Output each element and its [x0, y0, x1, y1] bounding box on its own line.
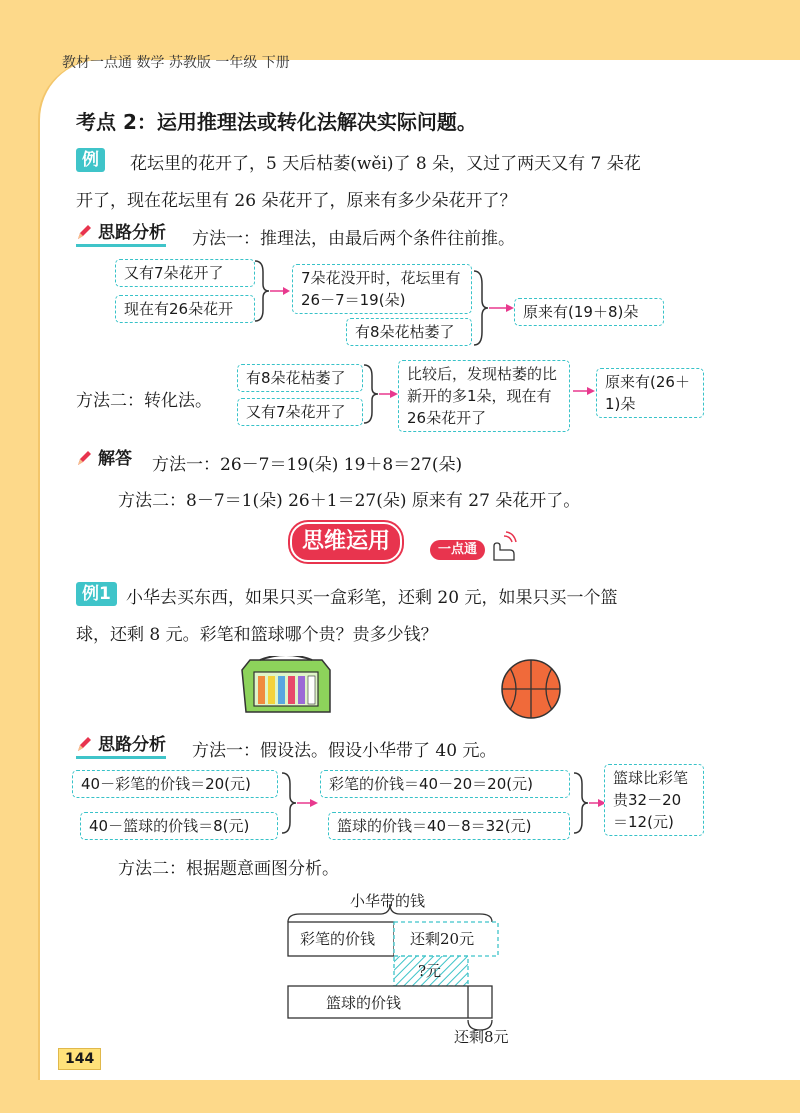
diagram-ball-label: 篮球的价钱: [326, 994, 402, 1012]
m1-box-e: 原来有(19＋8)朵: [514, 298, 664, 326]
hand-icon: [488, 530, 518, 564]
analysis2-heading: [76, 734, 166, 759]
m2-box-b: 又有7朵花开了: [237, 398, 363, 426]
example2-line1: 小华去买东西，如果只买一盒彩笔，还剩 20 元，如果只买一个篮: [126, 588, 618, 608]
banner: [290, 522, 520, 566]
diagram-total-label: 小华带的钱: [350, 892, 426, 910]
m2-box-c: 比较后，发现枯萎的比新开的多1朵，现在有26朵花开了: [398, 360, 570, 432]
diagram-diff-label: ?元: [418, 962, 442, 980]
section-title: 考点 2：运用推理法或转化法解决实际问题。: [76, 110, 477, 134]
brace-icon: [362, 362, 402, 426]
m1-box-a: 又有7朵花开了: [115, 259, 255, 287]
a2-box-a: 40－彩笔的价钱＝20(元): [72, 770, 278, 798]
method1-text: 方法一：推理法，由最后两个条件往前推。: [192, 229, 515, 249]
a2-box-e: 篮球比彩笔贵32－20＝12(元): [604, 764, 704, 836]
analysis2-method1: 方法一：假设法。假设小华带了 40 元。: [192, 741, 497, 761]
banner-sub: 一点通: [430, 540, 485, 560]
analysis-heading: [76, 222, 166, 247]
answer-heading: [76, 448, 132, 473]
pencil-icon: [76, 223, 92, 241]
m1-box-d: 有8朵花枯萎了: [346, 318, 472, 346]
diagram-rem20-label: 还剩20元: [410, 930, 475, 948]
arrow-icon: [573, 384, 597, 398]
basketball-icon: [500, 658, 562, 720]
pencil-icon: [76, 449, 92, 467]
analysis2-method2: 方法二：根据题意画图分析。: [118, 859, 339, 879]
method2-label: 方法二：转化法。: [76, 391, 212, 411]
m2-box-d: 原来有(26＋1)朵: [596, 368, 704, 418]
a2-box-d: 篮球的价钱＝40－8＝32(元): [328, 812, 570, 840]
example-tag: 例1: [76, 582, 117, 606]
brace-icon: [253, 258, 293, 324]
m1-box-c: 7朵花没开时，花坛里有26－7＝19(朵): [292, 264, 472, 314]
brace-icon: [472, 268, 518, 348]
diagram-pen-label: 彩笔的价钱: [300, 930, 376, 948]
analysis-label: 思路分析: [98, 223, 166, 243]
pencil-icon: [76, 735, 92, 753]
answer-line1: 方法一：26－7＝19(朵) 19＋8＝27(朵): [152, 455, 463, 475]
brace-icon: [280, 770, 322, 836]
m2-box-a: 有8朵花枯萎了: [237, 364, 363, 392]
example1-line2: 开了，现在花坛里有 26 朵花开了，原来有多少朵花开了？: [76, 191, 517, 211]
answer-label: 解答: [98, 449, 132, 469]
page-number: 144: [58, 1048, 101, 1070]
analysis2-label: 思路分析: [98, 735, 166, 755]
example2-line2: 球，还剩 8 元。彩笔和篮球哪个贵？贵多少钱？: [76, 625, 438, 645]
a2-box-b: 40－篮球的价钱＝8(元): [80, 812, 278, 840]
example-tag: 例: [76, 148, 105, 172]
m1-box-b: 现在有26朵花开: [115, 295, 255, 323]
a2-box-c: 彩笔的价钱＝40－20＝20(元): [320, 770, 570, 798]
running-header: 教材一点通 数学 苏教版 一年级 下册: [62, 55, 290, 71]
example1-line1: 花坛里的花开了，5 天后枯萎(wěi)了 8 朵，又过了两天又有 7 朵花: [130, 154, 641, 174]
answer-line2: 方法二：8－7＝1(朵) 26＋1＝27(朵) 原来有 27 朵花开了。: [118, 491, 581, 511]
diagram-rem8-label: 还剩8元: [454, 1028, 509, 1046]
banner-title: 思维运用: [290, 522, 402, 562]
color-pen-box-icon: [240, 656, 332, 716]
